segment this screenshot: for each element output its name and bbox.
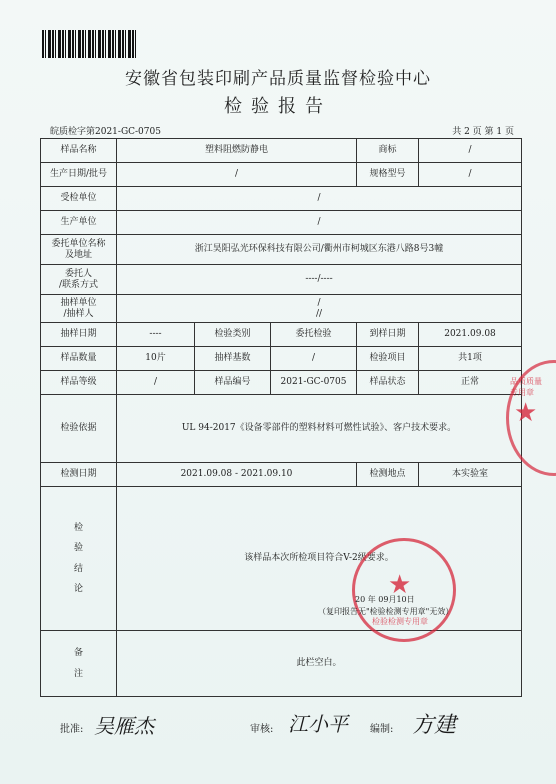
test-date: 2021.09.08 - 2021.09.10 [117,463,357,487]
approver-label: 批准: [60,724,84,735]
report-title: 检验报告 [224,96,332,117]
page-number: 共 2 页 第 1 页 [452,127,514,137]
items: 共1项 [419,347,522,371]
location: 本实验室 [419,463,522,487]
trademark-label: 商标 [357,139,419,163]
side-seal-text: 品质质量 专用章 [510,377,542,397]
sample-no: 2021-GC-0705 [271,371,357,395]
stamp-note: （复印报告无"检验检测专用章"无效） [318,607,454,616]
quantity-label: 样品数量 [41,347,117,371]
conclusion-label-char: 论 [73,583,83,594]
reviewer-signature: 江小平 [288,712,348,736]
client: 浙江昊阳弘光环保科技有限公司/衢州市柯城区东港八路8号3幢 [117,235,522,265]
remarks-label [41,631,117,697]
remarks-label-char: 备 [73,648,83,659]
base-label: 抽样基数 [195,347,271,371]
sampling-date: ---- [117,323,195,347]
arrival-date: 2021.09.08 [419,323,522,347]
sample-name-label: 样品名称 [41,139,117,163]
production-date-label: 生产日期/批号 [41,163,117,187]
quantity: 10片 [117,347,195,371]
remarks-label-char: 注 [73,668,83,679]
sample-no-label: 样品编号 [195,371,271,395]
seal-date: 20 年 09月10日 [355,595,415,604]
sample-name: 塑料阻燃防静电 [117,139,357,163]
side-seal-star-icon: ★ [514,398,538,428]
client-person-label: 委托人 /联系方式 [41,265,117,295]
basis-label: 检验依据 [41,395,117,463]
approver-signature: 吴雁杰 [94,714,154,738]
inspected-unit-label: 受检单位 [41,187,117,211]
client-person: ----/---- [117,265,522,295]
org-title: 安徽省包装印刷产品质量监督检验中心 [125,69,431,89]
sampling-unit: / // [117,295,522,323]
barcode [42,30,137,58]
spec: / [419,163,522,187]
state: 正常 [419,371,522,395]
conclusion-label-char: 检 [73,522,83,533]
conclusion: 该样品本次所检项目符合V-2级要求。 [117,487,522,631]
spec-label: 规格型号 [357,163,419,187]
base: / [271,347,357,371]
test-date-label: 检测日期 [41,463,117,487]
compiler-signature: 方建 [412,713,457,738]
sampling-date-label: 抽样日期 [41,323,117,347]
state-label: 样品状态 [357,371,419,395]
conclusion-label-char: 结 [73,563,83,574]
document-number: 皖质检字第2021-GC-0705 [50,127,161,137]
arrival-date-label: 到样日期 [357,323,419,347]
compiler-label: 编制: [370,724,394,735]
location-label: 检测地点 [357,463,419,487]
items-label: 检验项目 [357,347,419,371]
client-label: 委托单位名称 及地址 [41,235,117,265]
inspect-type: 委托检验 [271,323,357,347]
sampling-unit-label: 抽样单位 /抽样人 [41,295,117,323]
reviewer-label: 审核: [250,724,274,735]
remarks: 此栏空白。 [117,631,522,697]
trademark: / [419,139,522,163]
production-date: / [117,163,357,187]
seal-star-icon: ★ [388,570,412,600]
inspected-unit: / [117,187,522,211]
inspect-type-label: 检验类别 [195,323,271,347]
producer-label: 生产单位 [41,211,117,235]
conclusion-label-char: 验 [73,543,83,554]
conclusion-label [41,487,117,631]
basis: UL 94-2017《设备零部件的塑料材料可燃性试验》、客户技术要求。 [117,395,522,463]
grade: / [117,371,195,395]
producer: / [117,211,522,235]
grade-label: 样品等级 [41,371,117,395]
seal-text: 检验检测专用章 [372,617,428,626]
